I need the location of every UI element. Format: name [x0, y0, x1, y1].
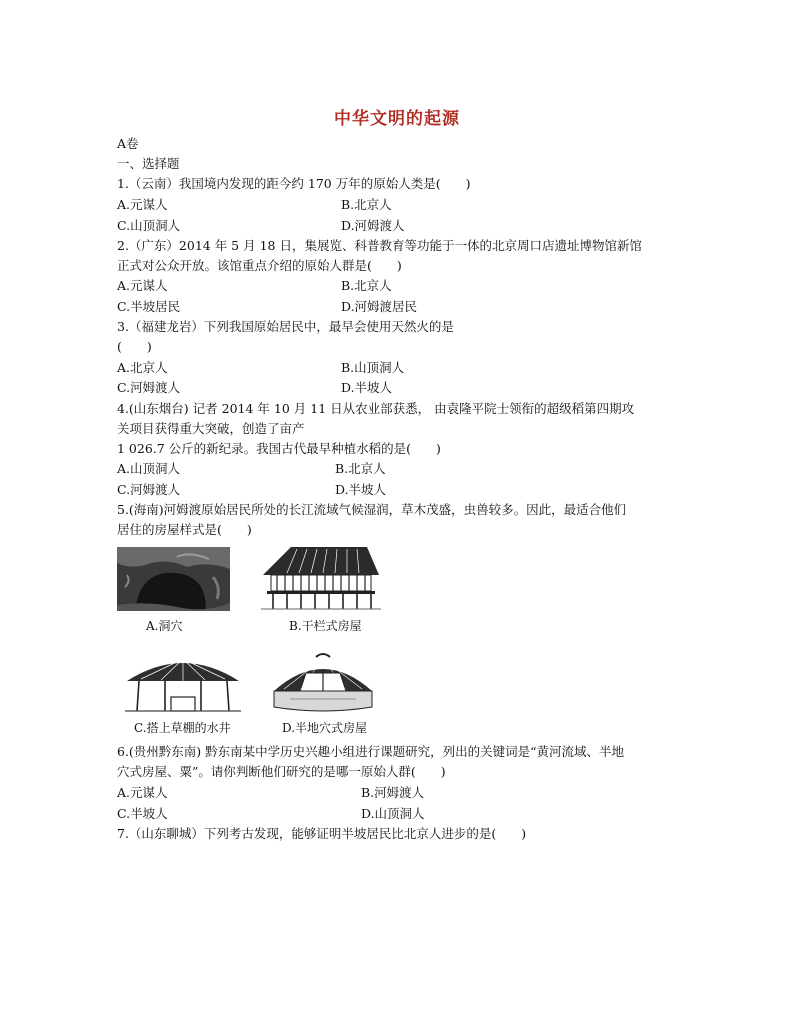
section-label: A卷 — [117, 136, 139, 151]
q1-option-b: B.北京人 — [341, 197, 392, 212]
q1-option-c: C.山顶洞人 — [117, 218, 181, 233]
question-3-stem-2: ( ) — [117, 339, 152, 354]
q2-option-c: C.半坡居民 — [117, 299, 181, 314]
figure-b-caption: B.干栏式房屋 — [289, 619, 362, 633]
figure-a-caption: A.洞穴 — [146, 619, 183, 633]
q6-option-d: D.山顶洞人 — [361, 806, 425, 821]
q2-option-b: B.北京人 — [341, 278, 392, 293]
q6-option-c: C.半坡人 — [117, 806, 168, 821]
question-4-stem-3: 1 026.7 公斤的新纪录。我国古代最早种植水稻的是( ) — [117, 441, 441, 456]
thatched-well-illustration — [121, 653, 245, 715]
figure-c-caption: C.搭上草棚的水井 — [134, 721, 231, 735]
q4-option-a: A.山顶洞人 — [117, 461, 181, 476]
q1-option-a: A.元谋人 — [117, 197, 168, 212]
q4-option-c: C.河姆渡人 — [117, 482, 181, 497]
q3-option-d: D.半坡人 — [341, 380, 393, 395]
figure-d-caption: D.半地穴式房屋 — [282, 721, 368, 735]
semi-subterranean-house-illustration — [270, 651, 376, 715]
q2-option-a: A.元谋人 — [117, 278, 168, 293]
question-4-stem-1: 4.(山东烟台) 记者 2014 年 10 月 11 日从农业部获悉， 由袁隆平院士领衔的超级稻第四期攻 — [117, 401, 635, 416]
question-5-stem-2: 居住的房屋样式是( ) — [117, 522, 252, 537]
document-title: 中华文明的起源 — [334, 109, 460, 129]
question-1-stem: 1.（云南）我国境内发现的距今约 170 万年的原始人类是( ) — [117, 176, 471, 191]
question-3-stem-1: 3.（福建龙岩）下列我国原始居民中，最早会使用天然火的是 — [117, 319, 454, 334]
question-6-stem-2: 穴式房屋、粟”。请你判断他们研究的是哪一原始人群( ) — [117, 764, 446, 779]
question-2-stem-2: 正式对公众开放。该馆重点介绍的原始人群是( ) — [117, 258, 402, 273]
question-6-stem-1: 6.(贵州黔东南) 黔东南某中学历史兴趣小组进行课题研究，列出的关键词是“黄河流域、半地 — [117, 744, 625, 759]
q6-option-a: A.元谋人 — [117, 785, 168, 800]
q3-option-c: C.河姆渡人 — [117, 380, 181, 395]
q4-option-d: D.半坡人 — [335, 482, 387, 497]
q3-option-b: B.山顶洞人 — [341, 360, 405, 375]
q6-option-b: B.河姆渡人 — [361, 785, 425, 800]
q4-option-b: B.北京人 — [335, 461, 386, 476]
q3-option-a: A.北京人 — [117, 360, 168, 375]
cave-illustration — [117, 547, 230, 611]
stilt-house-illustration — [257, 545, 383, 611]
question-4-stem-2: 关项目获得重大突破，创造了亩产 — [117, 421, 305, 436]
question-2-stem-1: 2.（广东）2014 年 5 月 18 日，集展览、科普教育等功能于一体的北京周口店遗址博物馆新馆 — [117, 238, 642, 253]
question-5-stem-1: 5.(海南)河姆渡原始居民所处的长江流域气候湿润，草木茂盛，虫兽较多。因此，最适合他们 — [117, 502, 627, 517]
part-heading: 一、选择题 — [117, 156, 180, 171]
q1-option-d: D.河姆渡人 — [341, 218, 405, 233]
q2-option-d: D.河姆渡居民 — [341, 299, 418, 314]
question-7-stem: 7.（山东聊城）下列考古发现，能够证明半坡居民比北京人进步的是( ) — [117, 826, 527, 841]
